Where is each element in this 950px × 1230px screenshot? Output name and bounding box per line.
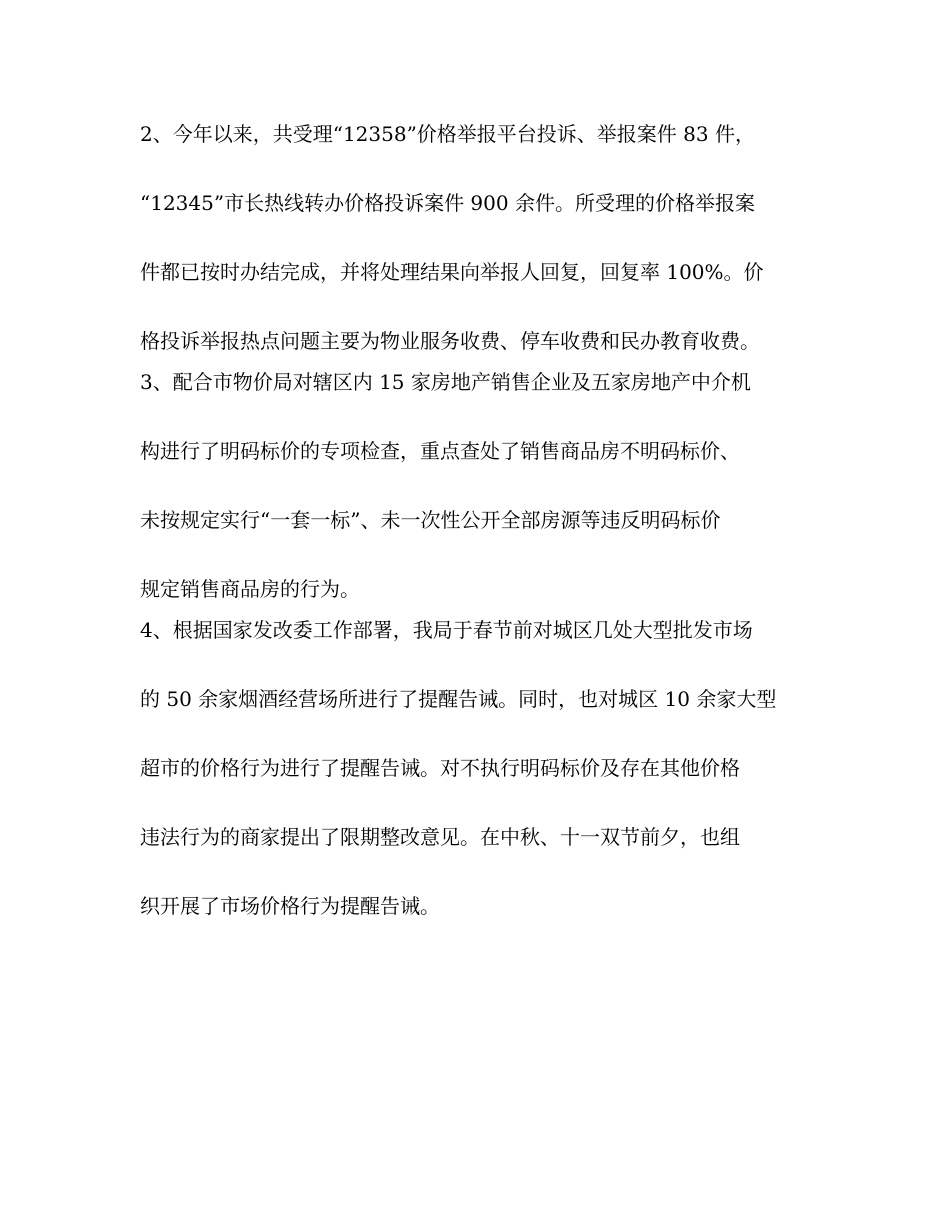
paragraph-2-line-3: 件都已按时办结完成，并将处理结果向举报人回复，回复率 100%。价 <box>140 260 764 284</box>
paragraph-3-line-4: 规定销售商品房的行为。 <box>140 577 360 601</box>
paragraph-4-line-1: 4、根据国家发改委工作部署，我局于春节前对城区几处大型批发市场 <box>140 618 753 642</box>
paragraph-4-line-3: 超市的价格行为进行了提醒告诫。对不执行明码标价及存在其他价格 <box>140 756 740 780</box>
paragraph-2-line-1: 2、今年以来，共受理“12358”价格举报平台投诉、举报案件 83 件， <box>140 122 755 146</box>
document-body <box>140 122 820 918</box>
paragraph-3-line-1: 3、配合市物价局对辖区内 15 家房地产销售企业及五家房地产中介机 <box>140 370 751 394</box>
paragraph-4-line-5: 织开展了市场价格行为提醒告诫。 <box>140 894 440 918</box>
paragraph-4-line-2: 的 50 余家烟酒经营场所进行了提醒告诫。同时，也对城区 10 余家大型 <box>140 687 777 711</box>
paragraph-2-line-2: “12345”市长热线转办价格投诉案件 900 余件。所受理的价格举报案 <box>140 191 755 215</box>
paragraph-2-line-4: 格投诉举报热点问题主要为物业服务收费、停车收费和民办教育收费。 <box>140 329 760 353</box>
paragraph-3-line-2: 构进行了明码标价的专项检查，重点查处了销售商品房不明码标价、 <box>140 439 740 463</box>
paragraph-3-line-3: 未按规定实行“一套一标”、未一次性公开全部房源等违反明码标价 <box>140 508 721 532</box>
paragraph-4-line-4: 违法行为的商家提出了限期整改意见。在中秋、十一双节前夕，也组 <box>140 825 740 849</box>
